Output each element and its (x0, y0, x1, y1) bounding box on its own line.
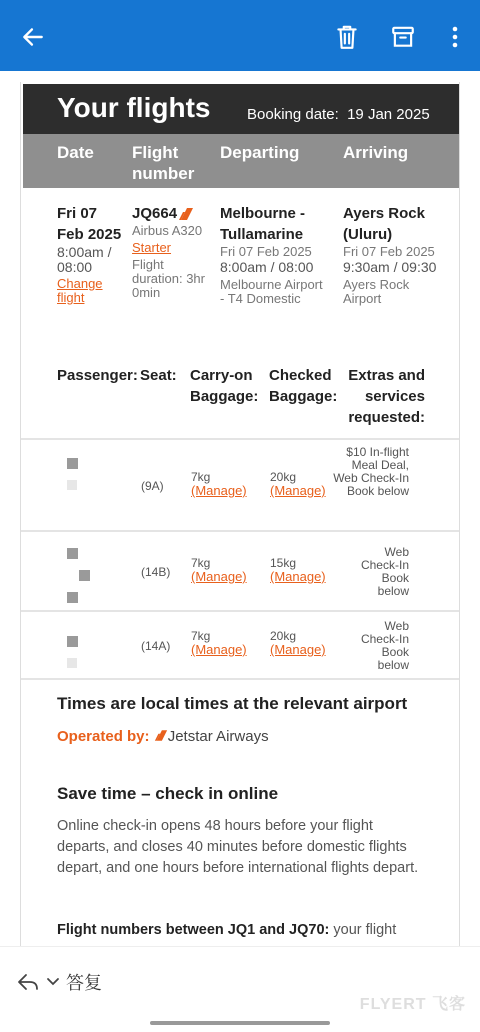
reply-label: 答复 (66, 973, 102, 993)
flight-date: Fri 07 Feb 2025 (57, 205, 122, 243)
operated-by-label: Operated by: (57, 728, 150, 745)
flight-number: JQ664 (132, 205, 178, 222)
redacted-name-block (67, 636, 78, 647)
redacted-name-block (67, 480, 77, 490)
divider (21, 678, 460, 680)
checkin-text: Online check-in opens 48 hours before your flight departs, and closes 40 minutes before domestic flights depart, and one hours before international flights depart. (57, 818, 419, 876)
carryon-weight: 7kg (191, 470, 211, 484)
arrival-city: Ayers Rock (Uluru) (343, 205, 425, 243)
times-note: Times are local times at the relevant airport (57, 694, 408, 713)
arrival-time: 9:30am / 09:30 (343, 259, 437, 275)
booking-date: Booking date: 19 Jan 2025 (247, 106, 430, 123)
col-arriving-header: Arriving (343, 143, 409, 162)
home-indicator[interactable] (150, 1021, 330, 1025)
manage-checked-link[interactable]: (Manage) (270, 642, 326, 657)
col-date-header: Date (57, 143, 94, 162)
redacted-name-block (79, 570, 90, 581)
jetstar-logo-icon (154, 729, 168, 742)
passenger-row (21, 614, 460, 678)
checked-header: Checked Baggage: (269, 367, 338, 405)
passenger-row (21, 442, 460, 528)
trash-icon[interactable] (332, 20, 362, 54)
manage-carryon-link[interactable]: (Manage) (191, 483, 247, 498)
passenger-row (21, 534, 460, 608)
flight-duration: Flight duration: 3hr 0min (132, 257, 205, 300)
manage-checked-link[interactable]: (Manage) (270, 483, 326, 498)
carryon-weight: 7kg (191, 629, 211, 643)
redacted-name-block (67, 458, 78, 469)
change-flight-link[interactable]: Change flight (57, 276, 103, 305)
manage-carryon-link[interactable]: (Manage) (191, 569, 247, 584)
col-departing-header: Departing (220, 143, 300, 162)
aircraft-type: Airbus A320 (132, 223, 203, 238)
flights-title-bar (23, 84, 459, 134)
top-app-bar (0, 0, 480, 71)
reply-icon (16, 971, 40, 993)
departing-cell (220, 203, 330, 306)
chevron-down-icon[interactable] (46, 977, 60, 987)
seat-number: (9A) (141, 479, 164, 493)
email-body (20, 82, 460, 952)
carryon-weight: 7kg (191, 556, 211, 570)
operator-name: Jetstar Airways (167, 728, 269, 745)
extras-text: Web Check-In Book below (360, 619, 409, 672)
manage-carryon-link[interactable]: (Manage) (191, 642, 247, 657)
extras-text: Web Check-In Book below (360, 545, 409, 598)
flight-number-cell (132, 203, 217, 300)
operated-by (57, 728, 269, 745)
departure-city: Melbourne - Tullamarine (220, 205, 305, 243)
flight-time: 8:00am / 08:00 (57, 244, 112, 275)
redacted-name-block (67, 592, 78, 603)
arriving-cell (343, 203, 443, 306)
jetstar-logo-icon (178, 207, 194, 221)
flight-numbers-text: your flight (333, 922, 397, 938)
back-arrow-icon[interactable] (18, 20, 48, 54)
departure-time: 8:00am / 08:00 (220, 259, 314, 275)
checkin-heading: Save time – check in online (57, 784, 279, 803)
arrival-date: Fri 07 Feb 2025 (343, 244, 435, 259)
departure-airport: Melbourne Airport - T4 Domestic (220, 277, 323, 306)
checked-weight: 15kg (270, 556, 297, 570)
flights-table-header (23, 134, 459, 188)
departure-date: Fri 07 Feb 2025 (220, 244, 312, 259)
manage-checked-link[interactable]: (Manage) (270, 569, 326, 584)
archive-icon[interactable] (388, 20, 418, 54)
divider (21, 438, 460, 440)
arrival-airport: Ayers Rock Airport (343, 277, 410, 306)
seat-number: (14A) (141, 639, 171, 653)
fare-type-link[interactable]: Starter (132, 240, 172, 255)
seat-header: Seat: (140, 367, 177, 384)
col-flight-header: Flight number (132, 143, 195, 183)
carryon-header: Carry-on Baggage: (190, 367, 259, 405)
flight-date-cell (57, 203, 127, 305)
flight-numbers-note (57, 922, 396, 938)
checked-weight: 20kg (270, 470, 297, 484)
flights-title: Your flights (57, 92, 211, 123)
divider (21, 610, 460, 612)
more-vertical-icon[interactable] (440, 20, 470, 54)
passenger-header: Passenger: (57, 367, 138, 384)
extras-header: Extras and services requested: (348, 367, 425, 426)
redacted-name-block (67, 658, 77, 668)
checked-weight: 20kg (270, 629, 297, 643)
redacted-name-block (67, 548, 78, 559)
reply-button[interactable] (16, 969, 102, 995)
watermark: FLYERT 飞客 (359, 996, 466, 1013)
seat-number: (14B) (141, 565, 171, 579)
bottom-reply-bar (0, 946, 480, 1032)
divider (21, 530, 460, 532)
flight-numbers-label: Flight numbers between JQ1 and JQ70: (57, 922, 330, 938)
extras-text: $10 In-flight Meal Deal, Web Check-In Book below (333, 445, 409, 498)
